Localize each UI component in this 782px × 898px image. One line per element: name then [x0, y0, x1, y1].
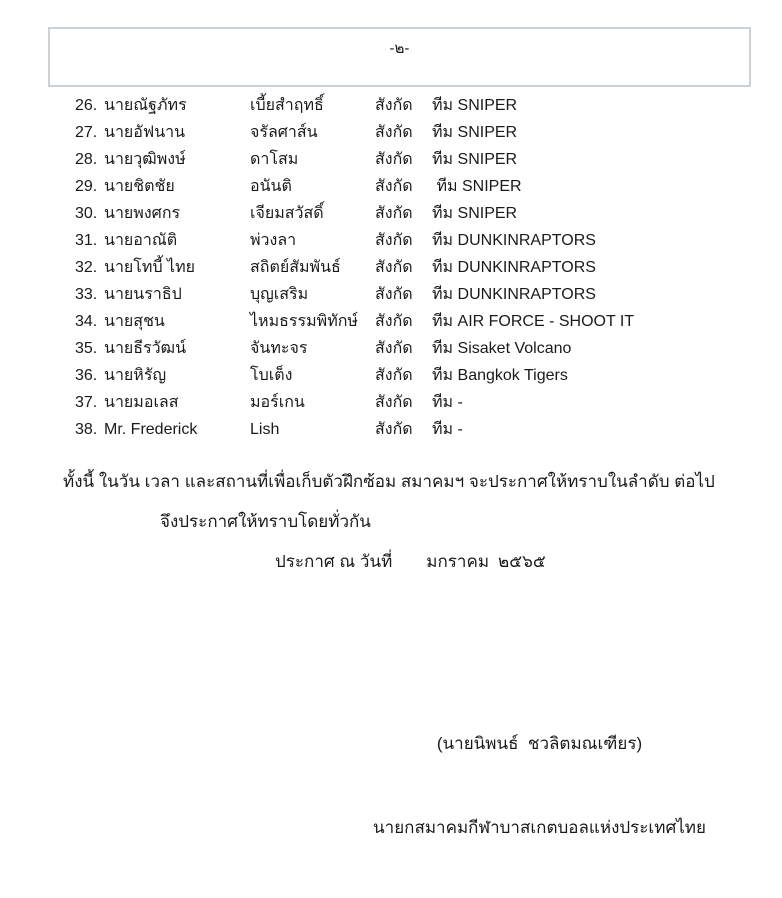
- player-surname: โบเต็ง: [250, 367, 293, 384]
- row-number: 32.: [75, 259, 98, 276]
- player-name: Mr. Frederick: [104, 421, 198, 438]
- roster-row: [75, 362, 735, 389]
- roster-row: [75, 92, 735, 119]
- team-name: ทีม DUNKINRAPTORS: [432, 286, 596, 303]
- affiliation-label: สังกัด: [375, 367, 413, 384]
- affiliation-label: สังกัด: [375, 97, 413, 114]
- team-name: ทีม -: [432, 421, 463, 438]
- affiliation-label: สังกัด: [375, 421, 413, 438]
- affiliation-label: สังกัด: [375, 394, 413, 411]
- team-name: ทีม Bangkok Tigers: [432, 367, 568, 384]
- player-surname: ดาโสม: [250, 151, 299, 168]
- roster: [75, 92, 735, 443]
- affiliation-label: สังกัด: [375, 286, 413, 303]
- row-number: 30.: [75, 205, 98, 222]
- row-number: 27.: [75, 124, 98, 141]
- roster-row: [75, 281, 735, 308]
- team-name: ทีม DUNKINRAPTORS: [432, 259, 596, 276]
- affiliation-label: สังกัด: [375, 259, 413, 276]
- team-name: ทีม SNIPER: [432, 178, 522, 195]
- row-number: 36.: [75, 367, 98, 384]
- player-name: นายชิตชัย: [104, 178, 175, 195]
- row-number: 31.: [75, 232, 98, 249]
- player-surname: ไหมธรรมพิทักษ์: [250, 313, 358, 330]
- team-name: ทีม AIR FORCE - SHOOT IT: [432, 313, 635, 330]
- affiliation-label: สังกัด: [375, 178, 413, 195]
- player-name: นายวุฒิพงษ์: [104, 151, 186, 168]
- team-name: ทีม SNIPER: [432, 151, 518, 168]
- affiliation-label: สังกัด: [375, 340, 413, 357]
- row-number: 33.: [75, 286, 98, 303]
- roster-row: [75, 416, 735, 443]
- row-number: 38.: [75, 421, 98, 438]
- note-paragraph: ทั้งนี้ ในวัน เวลา และสถานที่เพื่อเก็บตัวฝึกซ้อม สมาคมฯ จะประกาศให้ทราบในลำดับ ต่อไป: [63, 472, 715, 491]
- closing-line: จึงประกาศให้ทราบโดยทั่วกัน: [160, 512, 371, 531]
- player-surname: เจียมสวัสดิ์: [250, 205, 324, 222]
- player-surname: มอร์เกน: [250, 394, 305, 411]
- date-year: ๒๕๖๕: [498, 552, 546, 571]
- signer-title: นายกสมาคมกีฬาบาสเกตบอลแห่งประเทศไทย: [373, 818, 706, 837]
- roster-row: [75, 254, 735, 281]
- player-name: นายหิรัญ: [104, 367, 167, 384]
- roster-row: [75, 308, 735, 335]
- player-surname: เบี้ยสำฤทธิ์: [250, 97, 324, 114]
- player-surname: บุญเสริม: [250, 286, 309, 303]
- row-number: 35.: [75, 340, 98, 357]
- roster-row: [75, 173, 735, 200]
- row-number: 37.: [75, 394, 98, 411]
- player-name: นายมอเลส: [104, 394, 179, 411]
- team-name: ทีม Sisaket Volcano: [432, 340, 572, 357]
- player-surname: อนันติ: [250, 178, 292, 195]
- player-surname: พ่วงลา: [250, 232, 297, 249]
- team-name: ทีม DUNKINRAPTORS: [432, 232, 596, 249]
- player-name: นายณัฐภัทร: [104, 97, 187, 114]
- roster-row: [75, 119, 735, 146]
- team-name: ทีม SNIPER: [432, 97, 518, 114]
- roster-row: [75, 389, 735, 416]
- affiliation-label: สังกัด: [375, 151, 413, 168]
- affiliation-label: สังกัด: [375, 313, 413, 330]
- player-surname: สถิตย์สัมพันธ์: [250, 259, 341, 276]
- player-name: นายพงศกร: [104, 205, 181, 222]
- date-month: มกราคม: [426, 552, 490, 571]
- affiliation-label: สังกัด: [375, 205, 413, 222]
- player-name: นายสุชน: [104, 313, 165, 330]
- team-name: ทีม -: [432, 394, 463, 411]
- player-surname: จรัลศาส์น: [250, 124, 318, 141]
- player-name: นายโทบี้ ไทย: [104, 259, 196, 276]
- page-number-box: [48, 27, 751, 87]
- page-number: -๒-: [389, 40, 410, 57]
- date-line: [275, 548, 546, 575]
- player-name: นายธีรวัฒน์: [104, 340, 187, 357]
- row-number: 29.: [75, 178, 98, 195]
- player-name: นายนราธิป: [104, 286, 182, 303]
- roster-row: [75, 227, 735, 254]
- row-number: 34.: [75, 313, 98, 330]
- roster-row: [75, 200, 735, 227]
- row-number: 28.: [75, 151, 98, 168]
- roster-row: [75, 335, 735, 362]
- affiliation-label: สังกัด: [375, 232, 413, 249]
- roster-row: [75, 146, 735, 173]
- player-surname: จันทะจร: [250, 340, 308, 357]
- signature-block: [352, 674, 727, 898]
- date-prefix: ประกาศ ณ วันที่: [275, 552, 393, 571]
- signer-name: (นายนิพนธ์ ชวลิตมณเฑียร): [436, 734, 643, 753]
- player-surname: Lish: [250, 421, 280, 438]
- player-name: นายอาณัติ: [104, 232, 178, 249]
- row-number: 26.: [75, 97, 98, 114]
- team-name: ทีม SNIPER: [432, 124, 518, 141]
- team-name: ทีม SNIPER: [432, 205, 518, 222]
- affiliation-label: สังกัด: [375, 124, 413, 141]
- player-name: นายอัฟนาน: [104, 124, 186, 141]
